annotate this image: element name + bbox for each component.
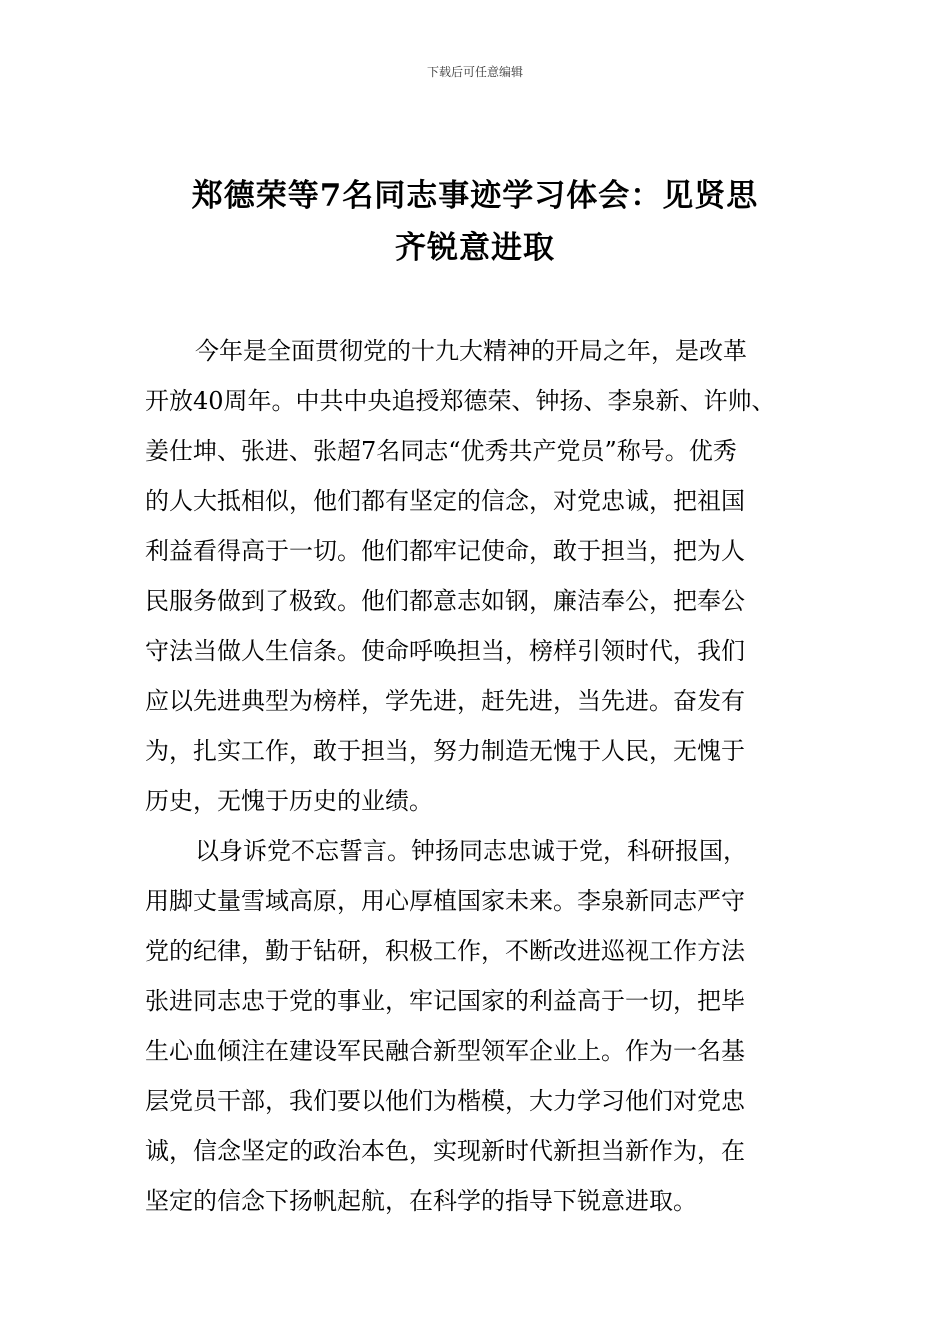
header-note: 下载后可任意编辑 xyxy=(426,65,523,79)
title-line: 郑德荣等7名同志事迹学习体会：见贤思 xyxy=(191,178,759,214)
paragraph-line: 应以先进典型为榜样，学先进，赶先进，当先进。奋发有 xyxy=(145,687,745,715)
paragraph-line: 以身诉党不忘誓言。钟扬同志忠诚于党，科研报国， xyxy=(195,837,747,865)
paragraph-line: 利益看得高于一切。他们都牢记使命，敢于担当，把为人 xyxy=(145,537,745,565)
paragraph-line: 诚，信念坚定的政治本色，实现新时代新担当新作为，在 xyxy=(145,1137,745,1165)
paragraph-line: 开放40周年。中共中央追授郑德荣、钟扬、李泉新、许帅、 xyxy=(145,387,776,415)
paragraph-line: 姜仕坤、张进、张超7名同志“优秀共产党员”称号。优秀 xyxy=(145,437,737,465)
paragraph-line: 守法当做人生信条。使命呼唤担当，榜样引领时代，我们 xyxy=(145,637,745,665)
paragraph-line: 为，扎实工作，敢于担当，努力制造无愧于人民，无愧于 xyxy=(145,737,745,765)
document-body xyxy=(145,326,805,1226)
document-title xyxy=(145,170,805,274)
paragraph-line: 用脚丈量雪域高原，用心厚植国家未来。李泉新同志严守 xyxy=(145,887,745,915)
paragraph-line: 今年是全面贯彻党的十九大精神的开局之年，是改革 xyxy=(195,337,747,365)
paragraph-2 xyxy=(145,826,805,1226)
paragraph-line: 层党员干部，我们要以他们为楷模，大力学习他们对党忠 xyxy=(145,1087,745,1115)
paragraph-line: 党的纪律，勤于钻研，积极工作，不断改进巡视工作方法 xyxy=(145,937,745,965)
paragraph-line: 历史，无愧于历史的业绩。 xyxy=(145,787,433,815)
paragraph-line: 民服务做到了极致。他们都意志如钢，廉洁奉公，把奉公 xyxy=(145,587,745,615)
paragraph-1 xyxy=(145,326,805,826)
paragraph-line: 的人大抵相似，他们都有坚定的信念，对党忠诚，把祖国 xyxy=(145,487,745,515)
title-line: 齐锐意进取 xyxy=(395,230,555,266)
paragraph-line: 张进同志忠于党的事业，牢记国家的利益高于一切，把毕 xyxy=(145,987,745,1015)
paragraph-line: 坚定的信念下扬帆起航，在科学的指导下锐意进取。 xyxy=(145,1187,697,1215)
paragraph-line: 生心血倾注在建设军民融合新型领军企业上。作为一名基 xyxy=(145,1037,745,1065)
